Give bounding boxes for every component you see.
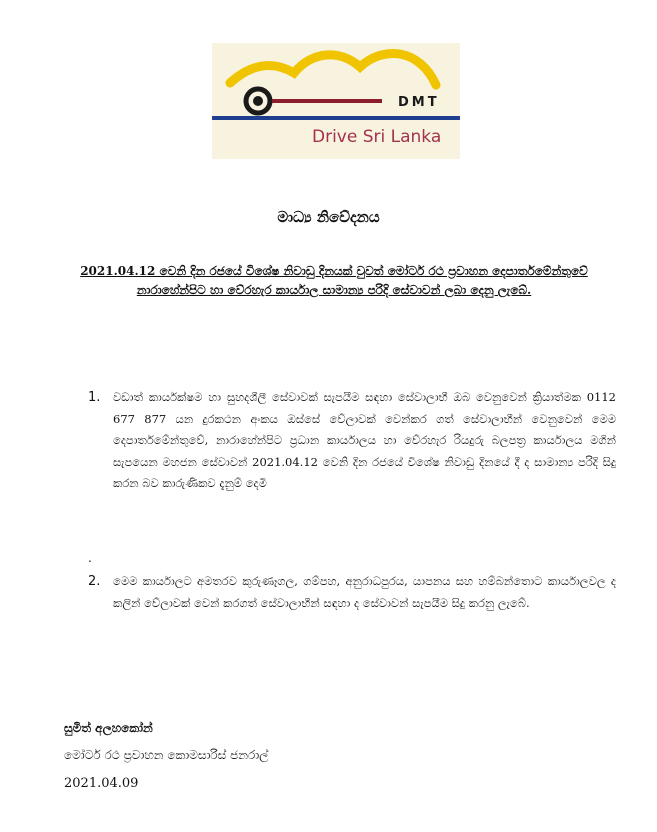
logo-tagline: Drive Sri Lanka	[312, 127, 442, 147]
stray-mark: .	[88, 551, 92, 565]
logo-code: DMT	[398, 95, 440, 110]
dmt-logo	[212, 43, 460, 159]
signatory-title: මෝටර් රථ ප්‍රවාහන කොමසාරිස් ජනරාල්	[64, 748, 269, 762]
list-item-number: 2.	[88, 574, 101, 589]
signature-date: 2021.04.09	[64, 776, 139, 791]
list-item	[88, 571, 616, 614]
page-title: මාධ්‍ය නිවේදනය	[277, 208, 380, 226]
logo-stripe	[212, 116, 460, 120]
logo-arc	[230, 53, 436, 85]
signatory-name: සුමිත් අලහකෝන්	[64, 721, 153, 735]
logo-bar	[272, 99, 382, 103]
list-item-text: මෙම කාර්යාලට අමතරව කුරුණෑගල, ගම්පහ, අනුරාධපුරය, යාපනය සහ හම්බන්තොට කාර්යාලවල ද කලින් වේලාවක් වෙන් කරගත් සේවාලාභීන් සඳහා ද සේවාවන් සැපයීම සිදු කරනු ලැබේ.	[113, 574, 616, 610]
list-item	[88, 387, 616, 495]
list-item-text: වඩාත් කාර්යක්ෂම හා සුහදශීලී සේවාවක් සැපයීම සඳහා සේවාලාභී ඔබ වෙනුවෙන් ක්‍රියාත්මක 0112 677 877 යන දුරකථන අංකය ඔස්සේ වේලාවක් වෙන්කර ගත් සේවාලාභීන් වෙනුවෙන් මෙම දෙපාර්තමේන්තුවේ, නාරාහේන්පිට ප්‍රධාන කාර්යාලය හා වේරහැර රියදුරු බලපත්‍ර කාර්යාලය මගින් සැපයෙන මහජන සේවාවන් 2021.04.12 වෙනි දින රජයේ විශේෂ නිවාඩු දිනයේ දී ද සාමාන්‍ය පරිදි සිදු කරන බව කාරුණිකව දැනුම් දෙමි	[113, 390, 616, 490]
headline: 2021.04.12 වෙනි දින රජයේ විශේෂ නිවාඩු දිනයක් වුවත් මෝටර් රථ ප්‍රවාහන දෙපාර්තමේන්තුවේ නාරාහේන්පිට හා වේරහැර කාර්යාල සාමාන්‍ය පරිදි සේවාවන් ලබා දෙනු ලැබේ.	[80, 264, 588, 297]
list-item-number: 1.	[88, 390, 101, 405]
